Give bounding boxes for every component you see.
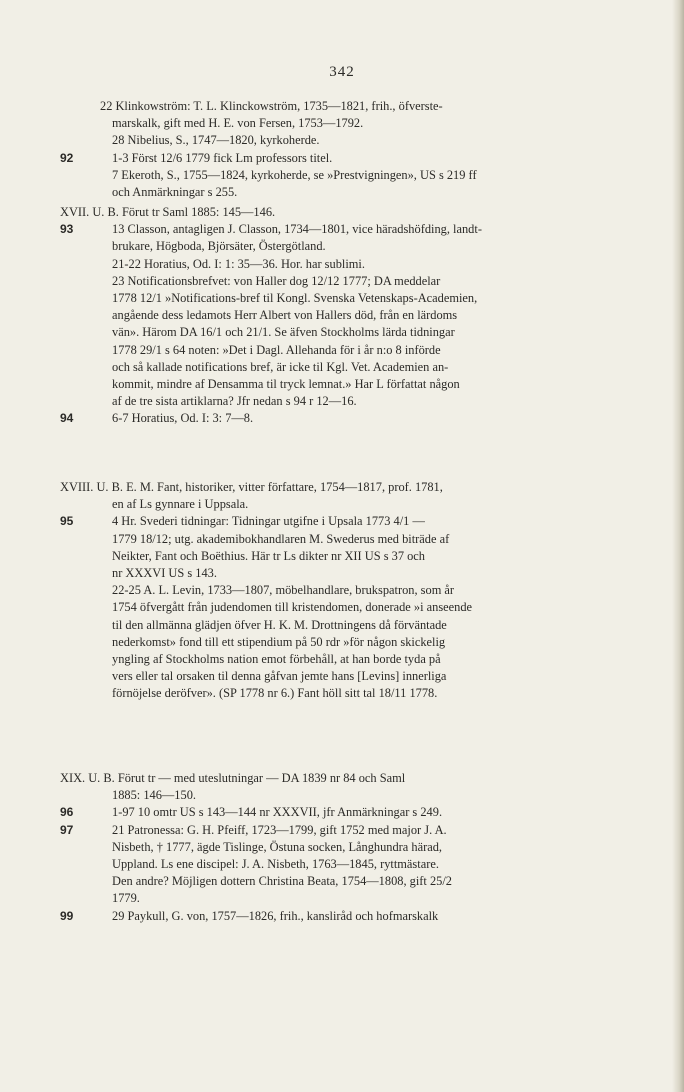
note-text: vän». Härom DA 16/1 och 21/1. Se äfven Stockholms lärda tidningar bbox=[112, 325, 455, 340]
note-text: Den andre? Möjligen dottern Christina Beata, 1754—1808, gift 25/2 bbox=[112, 874, 452, 889]
note-line bbox=[60, 651, 660, 668]
note-line bbox=[60, 634, 660, 651]
note-text: af de tre sista artiklarna? Jfr nedan s 94 r 12—16. bbox=[112, 394, 357, 409]
note-line bbox=[60, 770, 660, 787]
note-line bbox=[60, 256, 660, 273]
note-text: Neikter, Fant och Boëthius. Här tr Ls dikter nr XII US s 37 och bbox=[112, 548, 425, 563]
page-number: 342 bbox=[329, 64, 355, 80]
note-text: 4 Hr. Svederi tidningar: Tidningar utgifne i Upsala 1773 4/1 — bbox=[112, 514, 425, 529]
note-line bbox=[60, 873, 660, 890]
note-text: Uppland. Ls ene discipel: J. A. Nisbeth, 1763—1845, ryttmästare. bbox=[112, 856, 439, 871]
note-line bbox=[60, 115, 660, 132]
page-edge bbox=[672, 0, 684, 1092]
note-text: och Anmärkningar s 255. bbox=[112, 184, 238, 199]
note-line bbox=[60, 548, 660, 565]
note-text: 6-7 Horatius, Od. I: 3: 7—8. bbox=[112, 411, 254, 426]
note-line bbox=[60, 410, 660, 427]
note-text: Nisbeth, † 1777, ägde Tislinge, Östuna socken, Långhundra härad, bbox=[112, 839, 443, 854]
note-text: til den allmänna glädjen öfver H. K. M. Drottningens då förväntade bbox=[112, 617, 447, 632]
page-reference-number: 97 bbox=[60, 822, 74, 837]
note-line bbox=[60, 132, 660, 149]
note-text: yngling af Stockholms nation emot förbehåll, at han borde tyda på bbox=[112, 651, 441, 666]
note-line bbox=[60, 890, 660, 907]
note-text: XIX. U. B. Förut tr — med uteslutningar — DA 1839 nr 84 och Saml bbox=[60, 771, 406, 785]
note-text: marskalk, gift med H. E. von Fersen, 1753—1792. bbox=[112, 116, 364, 131]
note-text: 28 Nibelius, S., 1747—1820, kyrkoherde. bbox=[112, 133, 320, 148]
note-text: nederkomst» fond till ett stipendium på 50 rdr »för någon skickelig bbox=[112, 634, 446, 649]
note-line bbox=[60, 856, 660, 873]
note-text: 23 Notificationsbrefvet: von Haller dog 12/12 1777; DA meddelar bbox=[112, 273, 441, 288]
note-line bbox=[60, 184, 660, 201]
note-line bbox=[60, 599, 660, 616]
note-line bbox=[60, 479, 660, 496]
note-text: 1754 öfvergått från judendomen till kristendomen, donerade »i anseende bbox=[112, 600, 473, 615]
note-line bbox=[60, 290, 660, 307]
note-line bbox=[60, 582, 660, 599]
note-section bbox=[60, 204, 660, 427]
note-line bbox=[60, 531, 660, 548]
note-text: kommit, mindre af Densamma til tryck lemnat.» Har L författat någon bbox=[112, 376, 460, 391]
note-line bbox=[60, 393, 660, 410]
page-reference-number: 92 bbox=[60, 150, 74, 165]
note-text: 13 Classon, antagligen J. Classon, 1734—1801, vice häradshöfding, landt- bbox=[112, 222, 482, 237]
note-line bbox=[60, 822, 660, 839]
note-line bbox=[60, 787, 660, 804]
note-line bbox=[60, 342, 660, 359]
page-reference-number: 96 bbox=[60, 805, 74, 820]
note-text: 1779. bbox=[112, 891, 140, 906]
note-line bbox=[60, 359, 660, 376]
note-text: nr XXXVI US s 143. bbox=[112, 565, 217, 580]
note-line bbox=[60, 376, 660, 393]
note-text: angående dess ledamots Herr Albert von Hallers död, från en lärdoms bbox=[112, 308, 458, 323]
note-text: 1778 29/1 s 64 noten: »Det i Dagl. Allehanda för i år n:o 8 införde bbox=[112, 342, 441, 357]
note-line bbox=[60, 839, 660, 856]
note-line bbox=[60, 324, 660, 341]
note-line bbox=[60, 221, 660, 238]
note-text: 1-3 Först 12/6 1779 fick Lm professors titel. bbox=[112, 150, 333, 165]
note-text: och så kallade notifications bref, är icke til Kgl. Vet. Academien an- bbox=[112, 359, 449, 374]
note-text: förnöjelse deröfver». (SP 1778 nr 6.) Fant höll sitt tal 18/11 1778. bbox=[112, 686, 438, 701]
note-line bbox=[60, 238, 660, 255]
note-line bbox=[60, 685, 660, 702]
note-text: 7 Ekeroth, S., 1755—1824, kyrkoherde, se »Prestvigningen», US s 219 ff bbox=[112, 167, 477, 182]
note-line bbox=[60, 804, 660, 821]
note-line bbox=[60, 513, 660, 530]
page-reference-number: 94 bbox=[60, 411, 74, 426]
note-text: en af Ls gynnare i Uppsala. bbox=[112, 497, 249, 512]
note-section bbox=[60, 479, 660, 702]
page-reference-number: 93 bbox=[60, 222, 74, 237]
note-text: 21-22 Horatius, Od. I: 1: 35—36. Hor. har sublimi. bbox=[112, 256, 365, 271]
note-text: 22-25 A. L. Levin, 1733—1807, möbelhandlare, brukspatron, som år bbox=[112, 583, 455, 598]
note-text: 29 Paykull, G. von, 1757—1826, frih., kansliråd och hofmarskalk bbox=[112, 908, 439, 923]
note-text: XVIII. U. B. E. M. Fant, historiker, vitter författare, 1754—1817, prof. 1781, bbox=[60, 480, 443, 494]
note-text: 1885: 146—150. bbox=[112, 788, 196, 803]
note-section bbox=[60, 770, 660, 925]
note-line bbox=[60, 204, 660, 221]
note-line bbox=[60, 668, 660, 685]
note-line bbox=[60, 908, 660, 925]
note-section bbox=[60, 98, 660, 201]
note-line bbox=[60, 565, 660, 582]
note-text: brukare, Högboda, Björsäter, Östergötland. bbox=[112, 239, 326, 254]
note-text: 1779 18/12; utg. akademibokhandlaren M. Swederus med biträde af bbox=[112, 531, 450, 546]
note-line bbox=[60, 617, 660, 634]
note-text: vers eller tal orsaken til denna gåfvan jemte hans [Levins] innerliga bbox=[112, 669, 447, 684]
note-text: 1778 12/1 »Notifications-bref til Kongl. Svenska Vetenskaps-Academien, bbox=[112, 290, 478, 305]
note-text: 1-97 10 omtr US s 143—144 nr XXXVII, jfr Anmärkningar s 249. bbox=[112, 805, 443, 820]
note-text: 22 Klinkowström: T. L. Klinckowström, 1735—1821, frih., öfverste- bbox=[100, 99, 443, 113]
note-line bbox=[60, 98, 660, 115]
note-line bbox=[60, 496, 660, 513]
note-line bbox=[60, 150, 660, 167]
note-text: 21 Patronessa: G. H. Pfeiff, 1723—1799, gift 1752 med major J. A. bbox=[112, 822, 447, 837]
page-reference-number: 95 bbox=[60, 514, 74, 529]
page-reference-number: 99 bbox=[60, 908, 74, 923]
note-line bbox=[60, 273, 660, 290]
note-line bbox=[60, 307, 660, 324]
note-line bbox=[60, 167, 660, 184]
note-text: XVII. U. B. Förut tr Saml 1885: 145—146. bbox=[60, 205, 276, 219]
